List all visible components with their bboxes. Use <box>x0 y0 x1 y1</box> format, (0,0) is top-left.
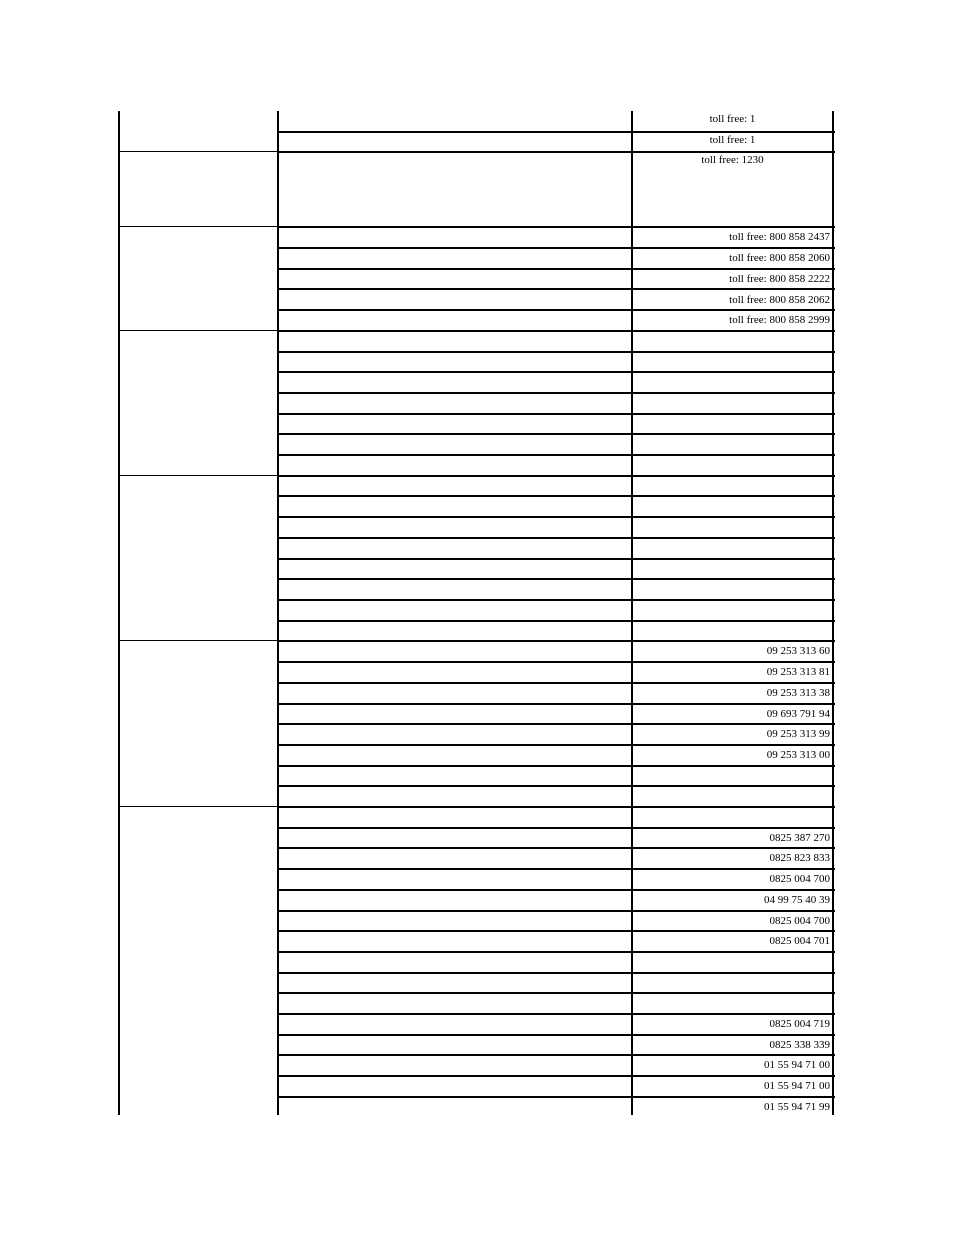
phone-number-cell: 09 253 313 60 <box>766 645 830 658</box>
phone-number-cell: 04 99 75 40 39 <box>764 893 830 906</box>
group-divider <box>119 226 279 227</box>
row-divider <box>278 930 835 932</box>
row-divider <box>278 433 835 435</box>
phone-number-cell: 01 55 94 71 99 <box>764 1100 830 1113</box>
group-divider <box>119 475 279 476</box>
row-divider <box>278 351 835 353</box>
row-divider <box>278 558 835 560</box>
group-divider <box>119 151 279 152</box>
phone-number-cell: 09 253 313 99 <box>766 728 830 741</box>
row-divider <box>278 454 835 456</box>
row-divider <box>278 371 835 373</box>
row-divider <box>278 247 835 249</box>
row-divider <box>278 765 835 767</box>
row-divider <box>278 620 835 622</box>
row-divider <box>278 1034 835 1036</box>
row-divider <box>278 1013 835 1015</box>
row-divider <box>278 806 835 808</box>
phone-number-cell: 0825 387 270 <box>769 831 830 844</box>
phone-number-cell: 0825 823 833 <box>769 852 830 865</box>
column-border <box>631 111 633 1115</box>
phone-number-cell: toll free: 800 858 2062 <box>729 293 830 306</box>
row-divider <box>278 723 835 725</box>
phone-number-cell: toll free: 1230 <box>701 154 764 167</box>
phone-number-cell: 0825 338 339 <box>769 1038 830 1051</box>
phone-number-cell: 01 55 94 71 00 <box>764 1059 830 1072</box>
row-divider <box>278 703 835 705</box>
phone-number-cell: 0825 004 701 <box>769 935 830 948</box>
group-divider <box>119 330 279 331</box>
column-border <box>118 111 120 1115</box>
phone-number-cell: 09 253 313 38 <box>766 686 830 699</box>
phone-number-cell: 01 55 94 71 00 <box>764 1080 830 1093</box>
row-divider <box>278 827 835 829</box>
phone-number-cell: toll free: 1 <box>709 133 756 146</box>
phone-number-cell: toll free: 800 858 2999 <box>729 314 830 327</box>
row-divider <box>278 537 835 539</box>
group-divider <box>119 806 279 807</box>
row-divider <box>278 889 835 891</box>
row-divider <box>278 1054 835 1056</box>
row-divider <box>278 599 835 601</box>
phone-number-cell: 09 253 313 81 <box>766 666 830 679</box>
column-border <box>832 111 834 1115</box>
row-divider <box>278 288 835 290</box>
row-divider <box>278 413 835 415</box>
row-divider <box>278 682 835 684</box>
phone-number-cell: 09 693 791 94 <box>766 707 830 720</box>
phone-number-cell: toll free: 800 858 2060 <box>729 252 830 265</box>
row-divider <box>278 785 835 787</box>
phone-number-cell: 0825 004 700 <box>769 873 830 886</box>
row-divider <box>278 640 835 642</box>
row-divider <box>278 268 835 270</box>
row-divider <box>278 847 835 849</box>
phone-number-cell: toll free: 800 858 2437 <box>729 231 830 244</box>
column-border <box>277 111 279 1115</box>
phone-number-cell: 0825 004 719 <box>769 1018 830 1030</box>
phone-number-cell: toll free: 800 858 2222 <box>729 272 830 285</box>
row-divider <box>278 868 835 870</box>
phone-number-cell: toll free: 1 <box>709 113 756 125</box>
row-divider <box>278 992 835 994</box>
phone-number-cell: 09 253 313 00 <box>766 748 830 761</box>
row-divider <box>278 1096 835 1098</box>
group-divider <box>119 640 279 641</box>
phone-number-cell: 0825 004 700 <box>769 914 830 927</box>
row-divider <box>278 910 835 912</box>
row-divider <box>278 744 835 746</box>
row-divider <box>278 330 835 332</box>
row-divider <box>278 661 835 663</box>
row-divider <box>278 309 835 311</box>
row-divider <box>278 972 835 974</box>
row-divider <box>278 516 835 518</box>
row-divider <box>278 475 835 477</box>
row-divider <box>278 392 835 394</box>
row-divider <box>278 495 835 497</box>
row-divider <box>278 1075 835 1077</box>
row-divider <box>278 578 835 580</box>
row-divider <box>278 226 835 228</box>
row-divider <box>278 951 835 953</box>
